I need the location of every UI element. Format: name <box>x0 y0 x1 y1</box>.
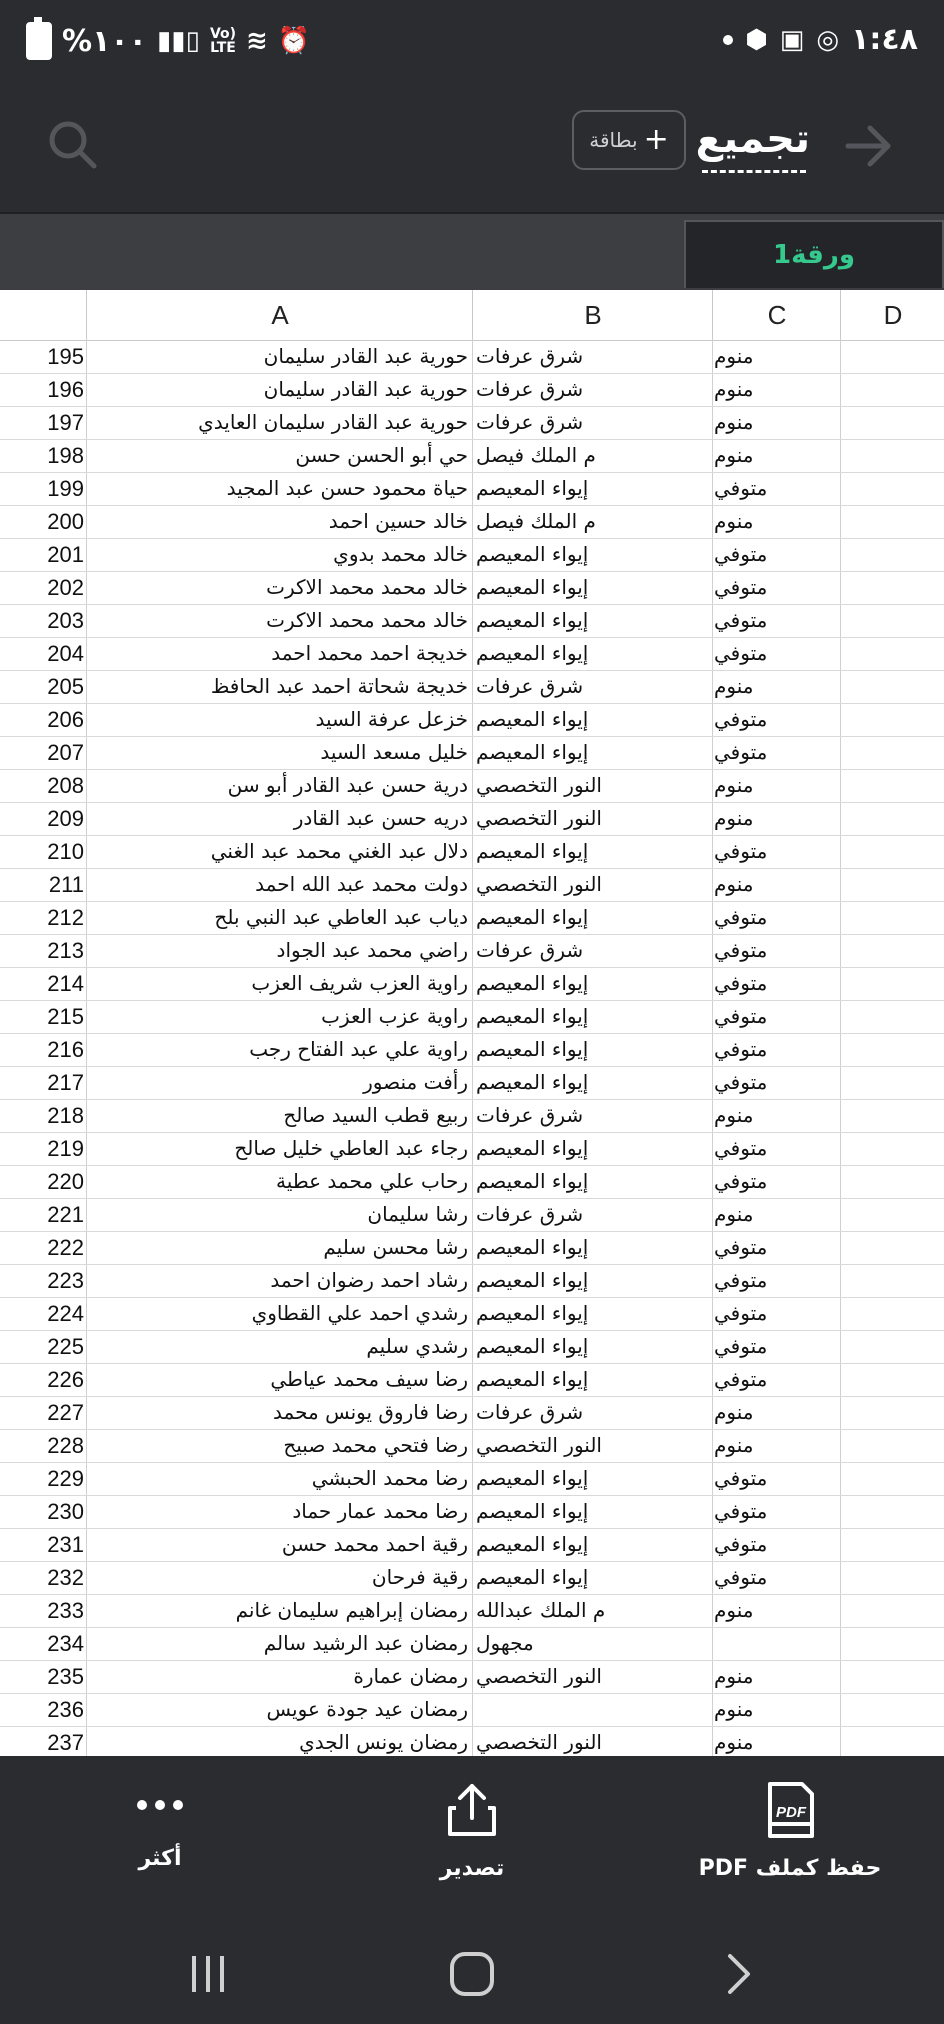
back-arrow-icon[interactable] <box>840 118 896 174</box>
cell-name[interactable]: حي أبو الحسن حسن <box>295 443 468 467</box>
cell-location[interactable]: إيواء المعيصم <box>476 905 589 929</box>
cell-status[interactable]: متوفي <box>714 575 768 599</box>
cell-status[interactable]: متوفي <box>714 1004 768 1028</box>
cell-status[interactable]: منوم <box>714 1598 754 1622</box>
cell-status[interactable]: متوفي <box>714 1169 768 1193</box>
cell-location[interactable]: إيواء المعيصم <box>476 1499 589 1523</box>
home-icon[interactable] <box>448 1950 496 1998</box>
cell-status[interactable]: متوفي <box>714 1367 768 1391</box>
table-row[interactable] <box>0 1297 944 1331</box>
notification-dot-icon <box>723 35 733 45</box>
cell-location[interactable]: مجهول <box>476 1631 534 1655</box>
row-number-cell[interactable]: 221 <box>47 1202 84 1227</box>
cell-name[interactable]: دريه حسن عبد القادر <box>293 806 468 830</box>
cell-status[interactable]: متوفي <box>714 1565 768 1589</box>
cell-location[interactable]: إيواء المعيصم <box>476 1070 589 1094</box>
cell-status[interactable]: متوفي <box>714 740 768 764</box>
cell-status[interactable]: متوفي <box>714 707 768 731</box>
table-row[interactable] <box>0 1561 944 1595</box>
system-nav-bar <box>0 1924 944 2024</box>
cell-name[interactable]: رشدي سليم <box>366 1334 468 1358</box>
row-number-cell[interactable]: 218 <box>47 1103 84 1128</box>
cell-name[interactable]: خديجة احمد محمد احمد <box>271 641 468 665</box>
row-number-cell[interactable]: 206 <box>47 707 84 732</box>
row-number-cell[interactable]: 203 <box>47 608 84 633</box>
cell-status[interactable]: متوفي <box>714 1037 768 1061</box>
table-row[interactable] <box>0 1429 944 1463</box>
row-number-cell[interactable]: 197 <box>47 410 84 435</box>
cell-status[interactable]: منوم <box>714 872 754 896</box>
cell-name[interactable]: خليل مسعد السيد <box>320 740 468 764</box>
cell-name[interactable]: رمضان يونس الجدي <box>299 1730 468 1754</box>
table-row[interactable] <box>0 1660 944 1694</box>
signal-icon: ▮▮▯ <box>157 26 200 56</box>
svg-text:PDF: PDF <box>776 1804 806 1821</box>
cell-location[interactable]: إيواء المعيصم <box>476 641 589 665</box>
cell-location[interactable]: إيواء المعيصم <box>476 1004 589 1028</box>
table-row[interactable] <box>0 538 944 572</box>
cell-status[interactable]: متوفي <box>714 1268 768 1292</box>
row-number-cell[interactable]: 228 <box>47 1433 84 1458</box>
more-dots-icon <box>130 1780 190 1830</box>
table-row[interactable] <box>0 637 944 671</box>
row-number-cell[interactable]: 204 <box>47 641 84 666</box>
cell-name[interactable]: رضا سيف محمد عياطي <box>270 1367 468 1391</box>
cell-status[interactable]: متوفي <box>714 608 768 632</box>
add-card-label: بطاقة <box>589 128 638 152</box>
sheet-tab[interactable]: ورقة1 <box>684 220 944 288</box>
cell-location[interactable]: إيواء المعيصم <box>476 1169 589 1193</box>
app-header <box>0 88 944 212</box>
cell-status[interactable]: منوم <box>714 344 754 368</box>
cell-status[interactable]: منوم <box>714 509 754 533</box>
export-label: تصدير <box>439 1856 505 1881</box>
table-row[interactable] <box>0 1495 944 1529</box>
column-header-c[interactable]: C <box>712 290 841 340</box>
cell-name[interactable]: حورية عبد القادر سليمان العايدي <box>198 410 468 434</box>
cell-status[interactable]: متوفي <box>714 938 768 962</box>
row-number-cell[interactable]: 201 <box>47 542 84 567</box>
row-number-cell[interactable]: 210 <box>47 839 84 864</box>
cell-location[interactable]: النور التخصصي <box>476 806 602 830</box>
row-number-cell[interactable]: 208 <box>47 773 84 798</box>
cell-name[interactable]: رشا محسن سليم <box>323 1235 468 1259</box>
cell-name[interactable]: رشا سليمان <box>367 1202 468 1226</box>
row-number-cell[interactable]: 209 <box>47 806 84 831</box>
cell-location[interactable]: النور التخصصي <box>476 1433 602 1457</box>
row-number-cell[interactable]: 195 <box>47 344 84 369</box>
cell-location[interactable]: إيواء المعيصم <box>476 1367 589 1391</box>
cell-status[interactable]: منوم <box>714 1664 754 1688</box>
save-as-pdf-button[interactable] <box>680 1780 900 1881</box>
cell-status[interactable]: منوم <box>714 1730 754 1754</box>
page-title[interactable]: تجميع <box>695 116 810 162</box>
cell-location[interactable]: م الملك عبدالله <box>476 1598 606 1622</box>
more-button[interactable] <box>50 1780 270 1871</box>
cell-status[interactable]: متوفي <box>714 971 768 995</box>
table-row[interactable] <box>0 1099 944 1133</box>
table-row[interactable] <box>0 1363 944 1397</box>
cell-status[interactable]: متوفي <box>714 1499 768 1523</box>
cell-name[interactable]: رمضان عيد جودة عويس <box>266 1697 468 1721</box>
cell-name[interactable]: حورية عبد القادر سليمان <box>263 377 468 401</box>
cell-location[interactable]: شرق عرفات <box>476 1400 584 1424</box>
row-number-cell[interactable]: 234 <box>47 1631 84 1656</box>
row-number-cell[interactable]: 212 <box>47 905 84 930</box>
table-row[interactable] <box>0 1132 944 1166</box>
cell-name[interactable]: رضا محمد الحبشي <box>311 1466 468 1490</box>
table-row[interactable] <box>0 1396 944 1430</box>
cell-name[interactable]: رمضان عمارة <box>353 1664 468 1688</box>
spreadsheet-grid[interactable] <box>0 290 944 1756</box>
table-row[interactable] <box>0 604 944 638</box>
alarm-icon: ⏰ <box>277 26 311 56</box>
table-row[interactable] <box>0 1264 944 1298</box>
cell-location[interactable]: إيواء المعيصم <box>476 1136 589 1160</box>
cell-name[interactable]: دلال عبد الغني محمد عبد الغني <box>210 839 468 863</box>
cell-location[interactable]: م الملك فيصل <box>476 443 596 467</box>
table-row[interactable] <box>0 373 944 407</box>
cell-status[interactable]: متوفي <box>714 1235 768 1259</box>
cell-location[interactable]: شرق عرفات <box>476 377 584 401</box>
table-row[interactable] <box>0 1330 944 1364</box>
cell-location[interactable]: إيواء المعيصم <box>476 1532 589 1556</box>
table-row[interactable] <box>0 1594 944 1628</box>
row-number-cell[interactable]: 233 <box>47 1598 84 1623</box>
table-row[interactable] <box>0 1033 944 1067</box>
cell-status[interactable]: منوم <box>714 1202 754 1226</box>
cell-status[interactable]: منوم <box>714 1433 754 1457</box>
cell-location[interactable]: إيواء المعيصم <box>476 1301 589 1325</box>
table-row[interactable] <box>0 1462 944 1496</box>
status-bar <box>0 0 944 88</box>
row-number-cell[interactable]: 229 <box>47 1466 84 1491</box>
cell-status[interactable]: متوفي <box>714 1136 768 1160</box>
cell-location[interactable]: شرق عرفات <box>476 1202 584 1226</box>
volte-icon: Vo) LTE <box>209 26 237 56</box>
cell-name[interactable]: رضا فتحي محمد صبيح <box>283 1433 468 1457</box>
cell-name[interactable]: راوية عزب العزب <box>321 1004 468 1028</box>
bottom-toolbar <box>0 1756 944 1924</box>
plus-icon: + <box>643 122 669 157</box>
cell-location[interactable]: إيواء المعيصم <box>476 1268 589 1292</box>
cell-status[interactable]: متوفي <box>714 839 768 863</box>
table-row[interactable] <box>0 1231 944 1265</box>
table-row[interactable] <box>0 736 944 770</box>
gallery-icon: ▣ <box>779 24 805 55</box>
cell-location[interactable]: النور التخصصي <box>476 773 602 797</box>
cell-name[interactable]: رجاء عبد العاطي خليل صالح <box>234 1136 468 1160</box>
cell-status[interactable]: منوم <box>714 674 754 698</box>
cell-name[interactable]: رشاد احمد رضوان احمد <box>270 1268 468 1292</box>
row-number-cell[interactable]: 222 <box>47 1235 84 1260</box>
cell-status[interactable]: منوم <box>714 1103 754 1127</box>
whatsapp-icon: ◎ <box>816 24 840 55</box>
package-icon: ⬢ <box>745 24 768 55</box>
cell-name[interactable]: خديجة شحاتة احمد عبد الحافظ <box>210 674 468 698</box>
cell-name[interactable]: راوية علي عبد الفتاح رجب <box>249 1037 468 1061</box>
cell-status[interactable]: منوم <box>714 806 754 830</box>
cell-name[interactable]: حورية عبد القادر سليمان <box>263 344 468 368</box>
row-number-cell[interactable]: 235 <box>47 1664 84 1689</box>
cell-status[interactable]: متوفي <box>714 1466 768 1490</box>
cell-name[interactable]: رمضان إبراهيم سليمان غانم <box>235 1598 468 1622</box>
table-row[interactable] <box>0 505 944 539</box>
cell-location[interactable]: شرق عرفات <box>476 344 584 368</box>
cell-location[interactable]: إيواء المعيصم <box>476 1037 589 1061</box>
table-row[interactable] <box>0 406 944 440</box>
row-number-cell[interactable]: 198 <box>47 443 84 468</box>
table-row[interactable] <box>0 1726 944 1756</box>
cell-name[interactable]: حياة محمود حسن عبد المجيد <box>226 476 468 500</box>
cell-status[interactable]: منوم <box>714 410 754 434</box>
table-row[interactable] <box>0 1066 944 1100</box>
status-right <box>723 22 918 57</box>
cell-location[interactable]: شرق عرفات <box>476 674 584 698</box>
cell-location[interactable]: إيواء المعيصم <box>476 476 589 500</box>
cell-location[interactable]: شرق عرفات <box>476 1103 584 1127</box>
table-row[interactable] <box>0 967 944 1001</box>
pdf-file-icon <box>760 1780 820 1840</box>
table-row[interactable] <box>0 802 944 836</box>
cell-status[interactable]: متوفي <box>714 542 768 566</box>
sheet-tab-bar <box>0 212 944 292</box>
table-row[interactable] <box>0 901 944 935</box>
table-row[interactable] <box>0 472 944 506</box>
cell-location[interactable]: إيواء المعيصم <box>476 1334 589 1358</box>
cell-status[interactable]: متوفي <box>714 1070 768 1094</box>
status-left <box>26 22 310 60</box>
save-as-pdf-label: حفظ كملف PDF <box>698 1856 882 1881</box>
cell-name[interactable]: دياب عبد العاطي عبد النبي بلح <box>214 905 468 929</box>
table-row[interactable] <box>0 835 944 869</box>
column-header-row <box>0 290 944 341</box>
row-number-cell[interactable]: 199 <box>47 476 84 501</box>
row-number-cell[interactable]: 223 <box>47 1268 84 1293</box>
title-underline <box>702 170 806 173</box>
cell-status[interactable]: متوفي <box>714 476 768 500</box>
cell-location[interactable]: م الملك فيصل <box>476 509 596 533</box>
wifi-icon: ≋ <box>246 26 268 56</box>
row-number-cell[interactable]: 237 <box>47 1730 84 1755</box>
back-chevron-icon[interactable] <box>716 1952 760 1996</box>
cell-status[interactable]: متوفي <box>714 1532 768 1556</box>
row-number-cell[interactable]: 226 <box>47 1367 84 1392</box>
row-number-cell[interactable]: 217 <box>47 1070 84 1095</box>
row-number-cell[interactable]: 215 <box>47 1004 84 1029</box>
cell-name[interactable]: راضي محمد عبد الجواد <box>276 938 468 962</box>
share-export-icon <box>442 1780 502 1840</box>
export-button[interactable] <box>362 1780 582 1881</box>
row-number-cell[interactable]: 236 <box>47 1697 84 1722</box>
cell-name[interactable]: رمضان عبد الرشيد سالم <box>263 1631 468 1655</box>
cell-location[interactable]: إيواء المعيصم <box>476 707 589 731</box>
row-number-cell[interactable]: 200 <box>47 509 84 534</box>
table-row[interactable] <box>0 670 944 704</box>
cell-location[interactable]: إيواء المعيصم <box>476 740 589 764</box>
row-number-cell[interactable]: 196 <box>47 377 84 402</box>
cell-status[interactable]: منوم <box>714 1400 754 1424</box>
cell-location[interactable]: إيواء المعيصم <box>476 542 589 566</box>
cell-location[interactable] <box>474 1693 714 1726</box>
cell-location[interactable]: شرق عرفات <box>476 410 584 434</box>
cell-name[interactable]: رقية فرحان <box>371 1565 468 1589</box>
cell-status[interactable]: منوم <box>714 1697 754 1721</box>
cell-name[interactable]: خالد محمد محمد الاكرت <box>266 575 468 599</box>
cell-name[interactable]: دولت محمد عبد الله احمد <box>255 872 468 896</box>
table-row[interactable] <box>0 1528 944 1562</box>
table-row[interactable] <box>0 340 944 374</box>
cell-name[interactable]: رأفت منصور <box>363 1070 468 1094</box>
cell-location[interactable]: إيواء المعيصم <box>476 1466 589 1490</box>
corner-cell[interactable] <box>0 290 86 340</box>
table-row[interactable] <box>0 769 944 803</box>
cell-status[interactable] <box>714 1627 838 1660</box>
table-row[interactable] <box>0 934 944 968</box>
cell-location[interactable]: إيواء المعيصم <box>476 1235 589 1259</box>
cell-name[interactable]: خزعل عرفة السيد <box>315 707 468 731</box>
table-row[interactable] <box>0 1693 944 1727</box>
cell-location[interactable]: النور التخصصي <box>476 872 602 896</box>
cell-location[interactable]: إيواء المعيصم <box>476 608 589 632</box>
row-number-cell[interactable]: 219 <box>47 1136 84 1161</box>
cell-status[interactable]: منوم <box>714 443 754 467</box>
cell-location[interactable]: إيواء المعيصم <box>476 971 589 995</box>
cell-name[interactable]: ربيع قطب السيد صالح <box>283 1103 468 1127</box>
table-row[interactable] <box>0 703 944 737</box>
cell-location[interactable]: إيواء المعيصم <box>476 575 589 599</box>
cell-status[interactable]: متوفي <box>714 641 768 665</box>
row-number-cell[interactable]: 224 <box>47 1301 84 1326</box>
column-header-d[interactable]: D <box>840 290 944 340</box>
cell-status[interactable]: متوفي <box>714 1334 768 1358</box>
cell-status[interactable]: متوفي <box>714 905 768 929</box>
row-number-cell[interactable]: 225 <box>47 1334 84 1359</box>
cell-status[interactable]: منوم <box>714 377 754 401</box>
status-time: ١:٤٨ <box>851 22 918 57</box>
cell-location[interactable]: النور التخصصي <box>476 1730 602 1754</box>
cell-status[interactable]: متوفي <box>714 1301 768 1325</box>
table-row[interactable] <box>0 1000 944 1034</box>
cell-location[interactable]: النور التخصصي <box>476 1664 602 1688</box>
table-row[interactable] <box>0 439 944 473</box>
cell-name[interactable]: رضا محمد عمار حماد <box>292 1499 468 1523</box>
table-row[interactable] <box>0 1165 944 1199</box>
row-number-cell[interactable]: 211 <box>48 872 84 897</box>
row-number-cell[interactable]: 232 <box>47 1565 84 1590</box>
cell-location[interactable]: إيواء المعيصم <box>476 1565 589 1589</box>
row-number-cell[interactable]: 216 <box>47 1037 84 1062</box>
row-number-cell[interactable]: 220 <box>47 1169 84 1194</box>
cell-name[interactable]: درية حسن عبد القادر أبو سن <box>227 773 468 797</box>
battery-icon <box>26 22 52 60</box>
add-card-button[interactable] <box>572 110 686 170</box>
cell-name[interactable]: رضا فاروق يونس محمد <box>273 1400 468 1424</box>
row-number-cell[interactable]: 205 <box>47 674 84 699</box>
row-number-cell[interactable]: 227 <box>47 1400 84 1425</box>
table-row[interactable] <box>0 1198 944 1232</box>
cell-name[interactable]: رقية احمد محمد حسن <box>281 1532 468 1556</box>
column-header-a[interactable]: A <box>86 290 473 340</box>
cell-name[interactable]: راوية العزب شريف العزب <box>251 971 468 995</box>
more-label: أكثر <box>138 1846 182 1871</box>
cell-location[interactable]: إيواء المعيصم <box>476 839 589 863</box>
cell-name[interactable]: رحاب علي محمد عطية <box>275 1169 468 1193</box>
table-row[interactable] <box>0 1627 944 1661</box>
row-number-cell[interactable]: 230 <box>47 1499 84 1524</box>
row-number-cell[interactable]: 213 <box>47 938 84 963</box>
row-number-cell[interactable]: 214 <box>47 971 84 996</box>
cell-name[interactable]: خالد محمد محمد الاكرت <box>266 608 468 632</box>
row-number-cell[interactable]: 207 <box>47 740 84 765</box>
table-row[interactable] <box>0 868 944 902</box>
battery-level: %١٠٠ <box>62 23 147 59</box>
cell-location[interactable]: شرق عرفات <box>476 938 584 962</box>
cell-name[interactable]: خالد حسين احمد <box>328 509 468 533</box>
row-number-cell[interactable]: 202 <box>47 575 84 600</box>
search-icon[interactable] <box>44 116 100 172</box>
table-row[interactable] <box>0 571 944 605</box>
cell-status[interactable]: منوم <box>714 773 754 797</box>
column-header-b[interactable]: B <box>472 290 713 340</box>
recent-apps-icon[interactable] <box>186 1952 230 1996</box>
cell-name[interactable]: رشدي احمد علي القطاوي <box>251 1301 468 1325</box>
cell-name[interactable]: خالد محمد بدوي <box>333 542 468 566</box>
row-number-cell[interactable]: 231 <box>47 1532 84 1557</box>
